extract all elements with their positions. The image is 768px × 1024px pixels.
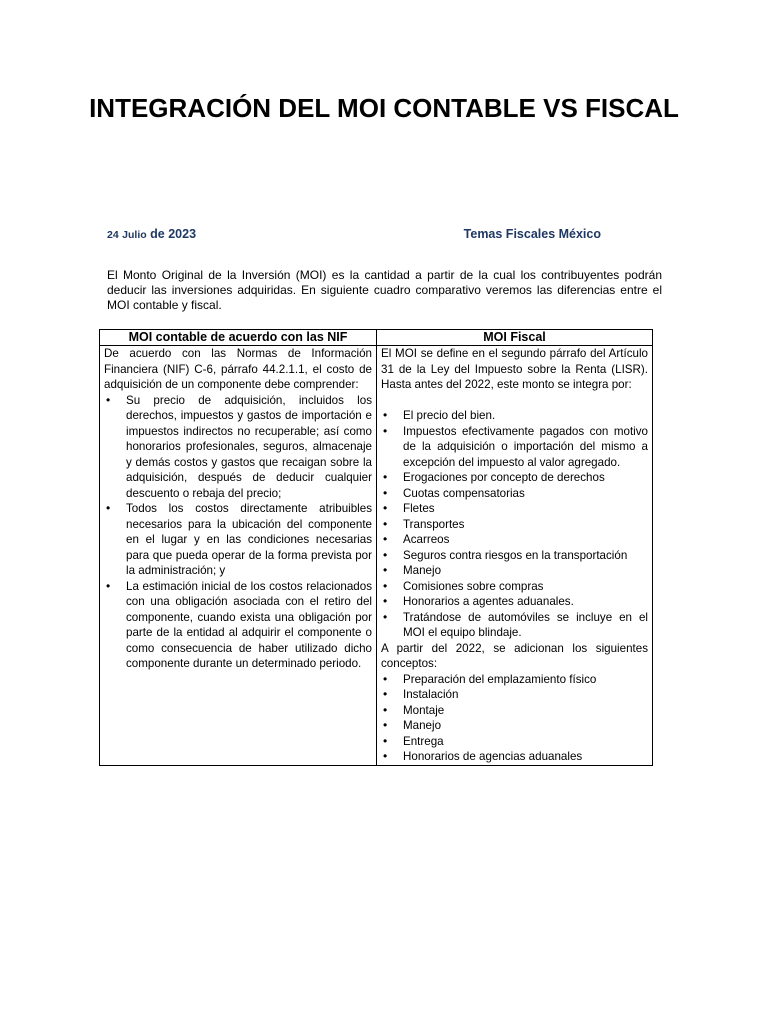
- contable-intro: De acuerdo con las Normas de Información Financiera (NIF) C-6, párrafo 44.2.1.1, el costo de adquisición de un componente debe comprender:: [104, 347, 372, 391]
- date-month: Julio: [122, 229, 147, 241]
- list-item: • Manejo: [381, 718, 648, 734]
- list-item: • Honorarios a agentes aduanales.: [381, 594, 648, 610]
- intro-paragraph: El Monto Original de la Inversión (MOI) es la cantidad a partir de la cual los contribuyentes podrán deducir las inversiones adquiridas. En siguiente cuadro comparativo veremos las diferencias entre el MOI contable y fiscal.: [107, 268, 662, 312]
- header-moi-fiscal: MOI Fiscal: [377, 330, 653, 346]
- list-item: • El precio del bien.: [381, 408, 648, 424]
- fiscal-2022-list: [381, 672, 648, 765]
- list-item: • Transportes: [381, 517, 648, 533]
- list-item: • Comisiones sobre compras: [381, 579, 648, 595]
- list-item: • Montaje: [381, 703, 648, 719]
- source-name: Temas Fiscales México: [463, 227, 601, 241]
- list-item: • Entrega: [381, 734, 648, 750]
- list-item: • La estimación inicial de los costos relacionados con una obligación asociada con el retiro del componente, cuando exista una obligación por parte de la entidad al adquirir el componente o como consecuencia de haber utilizado dicho componente durante un determinado periodo.: [104, 579, 372, 672]
- list-item: • Impuestos efectivamente pagados con motivo de la adquisición o importación del mismo a excepción del impuesto al valor agregado.: [381, 424, 648, 471]
- fiscal-intro: El MOI se define en el segundo párrafo del Artículo 31 de la Ley del Impuesto sobre la Renta (LISR). Hasta antes del 2022, este monto se integra por:: [381, 347, 648, 391]
- list-item: • Seguros contra riesgos en la transportación: [381, 548, 648, 564]
- date-day: 24: [107, 229, 119, 241]
- header-moi-contable: MOI contable de acuerdo con las NIF: [100, 330, 377, 346]
- list-item: • Tratándose de automóviles se incluye en el MOI el equipo blindaje.: [381, 610, 648, 641]
- list-item: • Instalación: [381, 687, 648, 703]
- moi-contable-cell: [100, 346, 377, 766]
- table-header-row: [100, 330, 653, 346]
- contable-list: [104, 393, 372, 672]
- list-item: • Preparación del emplazamiento físico: [381, 672, 648, 688]
- list-item: • Todos los costos directamente atribuibles necesarios para la ubicación del componente en el lugar y en las condiciones necesarias para que pueda operar de la forma prevista por la administración; y: [104, 501, 372, 579]
- publication-date: [107, 226, 196, 243]
- list-item: • Manejo: [381, 563, 648, 579]
- list-item: • Honorarios de agencias aduanales: [381, 749, 648, 765]
- fiscal-2022-intro: A partir del 2022, se adicionan los siguientes conceptos:: [381, 641, 648, 670]
- list-item: • Acarreos: [381, 532, 648, 548]
- list-item: • Cuotas compensatorias: [381, 486, 648, 502]
- fiscal-list: [381, 408, 648, 641]
- list-item: • Su precio de adquisición, incluidos los derechos, impuestos y gastos de importación e impuestos indirectos no recuperable; así como honorarios profesionales, seguros, almacenaje y demás costos y gastos que recaigan sobre la adquisición, después de deducir cualquier descuento o rebaja del precio;: [104, 393, 372, 502]
- page-title-text: INTEGRACIÓN DEL MOI CONTABLE VS FISCAL: [89, 93, 679, 123]
- page-title: [0, 92, 768, 125]
- date-year: de 2023: [150, 227, 197, 241]
- table-body-row: [100, 346, 653, 766]
- list-item: • Fletes: [381, 501, 648, 517]
- list-item: • Erogaciones por concepto de derechos: [381, 470, 648, 486]
- comparison-table: [99, 329, 653, 766]
- moi-fiscal-cell: [377, 346, 653, 766]
- spacer: [381, 393, 648, 409]
